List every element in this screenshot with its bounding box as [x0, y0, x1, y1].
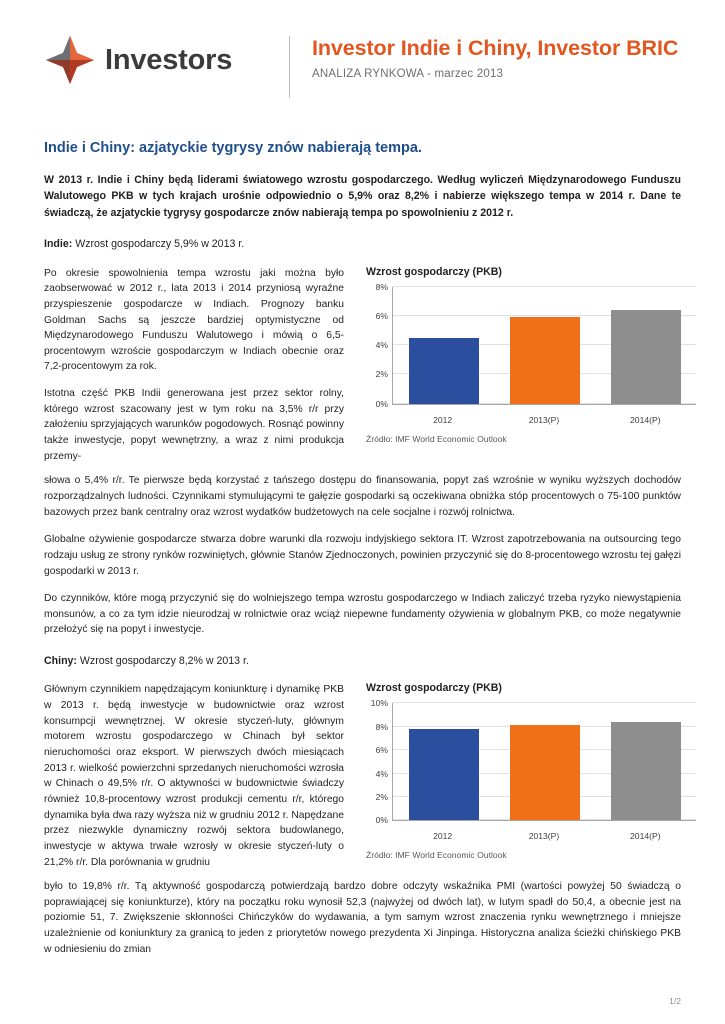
y-tick-label: 4% — [375, 340, 388, 351]
china-paragraph-1: Głównym czynnikiem napędzającym koniunkturę i dynamikę PKB w 2013 r. będą inwestycje w budownictwie oraz wzrost konsumpcji wewnętrznej. W okresie styczeń-luty, głównym motorem wzrostu gospodarczego w Chinach był sektor nieruchomości oraz eksport. W pierwszych dwóch miesiącach 2013 r. wielkość powierzchni sprzedanych nieruchomości wzrosła w Chinach o 49,5% r/r. O aktywności w budownictwie świadczy również 10,8-procentowy wzrost produkcji cementu r/r, którego dynamika była dwa razy wyższa niż w grudniu 2012 r. Napędzane przez niezwykle dynamiczny rozwój sektora budowlanego, inwestycje w aktywa trwałe wzrosły w okresie styczeń-luty o 21,2% r/r. Dla porównania w grudniu — [44, 684, 344, 868]
india-section-lead — [44, 236, 681, 252]
india-paragraph-2: Istotna część PKB Indii generowana jest przez sektor rolny, którego wzrost szacowany jest w tym roku na 3,5% r/r przy założeniu sprzyjających warunków pogodowych. Rosnąć powinny także inwestycje, popyt wewnętrzny, a wraz z nimi produkcja przemy- — [44, 388, 344, 462]
y-tick-label: 4% — [375, 768, 388, 779]
bar-2014p — [611, 722, 681, 820]
y-tick-label: 2% — [375, 369, 388, 380]
bar-column — [510, 703, 580, 820]
china-paragraph-2: było to 19,8% r/r. Tą aktywność gospodarczą potwierdzają bardzo dobre odczyty wskaźnika PMI (wartości powyżej 50 świadczą o poprawiającej się koniunkturze), który na początku roku wynosił 52,3 (najwyżej od dwóch lat), w lutym spadł do 50,4, a obecnie jest na poziomie 51, 7. Zwiększenie skłonności Chińczyków do wydawania, a tym samym wzrost znaczenia rynku wewnętrznego i mniejsze uzależnienie od koniunktury za granicą to jeden z priorytetów nowego prezydenta Xi Jinpinga. Historyczna analiza ścieżki chińskiego PKB w odniesieniu do zmian — [44, 881, 681, 955]
china-lead-rest: Wzrost gospodarczy 8,2% w 2013 r. — [76, 655, 249, 668]
page-number: 1/2 — [669, 996, 681, 1006]
bar-2014p — [611, 310, 681, 404]
x-tick-label: 2012 — [433, 831, 453, 842]
y-tick-label: 8% — [375, 281, 388, 292]
india-lead-rest: Wzrost gospodarczy 5,9% w 2013 r. — [72, 238, 245, 251]
india-paragraph-3: słowa o 5,4% r/r. Te pierwsze będą korzystać z tańszego dostępu do finansowania, popyt zaś wzrośnie w wyniku wyższych dochodów rozporządzalnych ludności. Czynnikami stymulującymi te gałęzie gospodarki są oczekiwana obniżka stóp procentowych o 75-100 punktów bazowych przez bank centralny oraz wzrost wydatków budżetowych na cele socjalne i rozwój rolnictwa. — [44, 475, 681, 518]
y-tick-label: 0% — [375, 815, 388, 826]
india-chart-title: Wzrost gospodarczy (PKB) — [366, 265, 502, 278]
india-columns — [44, 266, 681, 465]
india-chart-plot — [375, 281, 696, 409]
india-label: Indie: — [44, 238, 73, 251]
bar-2013p — [510, 317, 580, 403]
bar-column — [510, 287, 580, 404]
article-heading: Indie i Chiny: azjatyckie tygrysy znów nabierają tempa. — [44, 140, 422, 156]
bar-column — [611, 703, 681, 820]
x-tick-label: 2013(P) — [528, 414, 560, 425]
india-text-column — [44, 266, 344, 465]
x-tick-label: 2013(P) — [528, 831, 560, 842]
china-chart-source: Źródło: IMF World Economic Outlook — [366, 850, 507, 861]
india-gdp-bar-chart — [366, 281, 696, 427]
india-x-labels — [392, 415, 696, 425]
y-tick-label: 6% — [375, 310, 388, 321]
header-divider — [289, 36, 290, 98]
page-subtitle: ANALIZA RYNKOWA - marzec 2013 — [312, 67, 504, 80]
india-paragraph-1: Po okresie spowolnienia tempa wzrostu jaki można było zaobserwować w 2012 r., lata 2013 i 2014 przyniosą wyraźne przyspieszenie gospodarcze w Indiach. Prognozy banku Goldman Sachs są jeszcze bardziej optymistyczne od Międzynarodowego Funduszu Walutowego i mówią o 6,5-procentowym wzroście gospodarczym w Indiach obecnie oraz 7,2-procentowym za rok. — [44, 267, 344, 373]
china-gdp-bar-chart — [366, 698, 696, 843]
brand-logo — [44, 34, 289, 86]
bar-2013p — [510, 725, 580, 821]
india-continued-text — [44, 473, 681, 638]
china-section-lead — [44, 653, 681, 669]
bar-column — [409, 703, 479, 820]
brand-name: Investors — [105, 43, 233, 76]
india-paragraph-4: Globalne ożywienie gospodarcze stwarza dobre warunki dla rozwoju indyjskiego sektora IT. Wzrost zapotrzebowania na outsourcing tego rodzaju usług ze strony rynków rozwiniętych, głównie Stanów Zjednoczonych, powinien przyczynić się do 8-procentowego wzrostu tej gałęzi gospodarki w 2013 r. — [44, 534, 682, 577]
china-chart-column — [344, 682, 696, 860]
page-title: Investor Indie i Chiny, Investor BRIC — [312, 36, 679, 60]
star-burst-logo-icon — [44, 34, 96, 86]
x-tick-label: 2012 — [433, 414, 453, 425]
india-paragraph-5: Do czynników, które mogą przyczynić się do wolniejszego tempa wzrostu gospodarczego w Indiach zaliczyć trzeba ryzyko niewystąpienia monsunów, a co za tym idzie nieurodzaj w rolnictwie oraz wciąż niepewne fundamenty ożywienia w globalnym PKB, co może negatywnie przełożyć się na popyt i inwestycje. — [44, 593, 681, 636]
india-bars — [393, 287, 696, 404]
bar-column — [409, 287, 479, 404]
china-columns — [44, 682, 681, 870]
x-tick-label: 2014(P) — [630, 414, 661, 425]
document-header — [44, 34, 681, 100]
china-x-labels — [392, 831, 696, 841]
article-intro: W 2013 r. Indie i Chiny będą liderami światowego wzrostu gospodarczego. Według wyliczeń Międzynarodowego Funduszu Walutowego PKB w tych krajach urośnie odpowiednio o 5,9% oraz 8,2% i nabierze większego tempa w 2014 r. Dane te świadczą, że azjatyckie tygrysy gospodarcze znów nabierają tempa po spowolnieniu z 2012 r. — [44, 174, 681, 219]
y-tick-label: 0% — [375, 398, 388, 409]
bar-2012 — [409, 338, 479, 404]
bar-column — [611, 287, 681, 404]
header-titles — [312, 34, 678, 80]
china-continued-text — [44, 879, 681, 957]
china-chart-title: Wzrost gospodarczy (PKB) — [366, 682, 502, 695]
y-tick-label: 10% — [370, 698, 388, 709]
china-label: Chiny: — [44, 655, 77, 668]
y-tick-label: 6% — [375, 745, 388, 756]
x-tick-label: 2014(P) — [630, 831, 661, 842]
y-tick-label: 8% — [375, 721, 388, 732]
y-tick-label: 2% — [375, 792, 388, 803]
india-chart-column — [344, 266, 696, 444]
bar-2012 — [409, 729, 479, 820]
china-chart-plot — [370, 698, 696, 826]
china-text-column — [44, 682, 344, 870]
india-chart-source: Źródło: IMF World Economic Outlook — [366, 433, 507, 444]
china-bars — [393, 703, 696, 820]
